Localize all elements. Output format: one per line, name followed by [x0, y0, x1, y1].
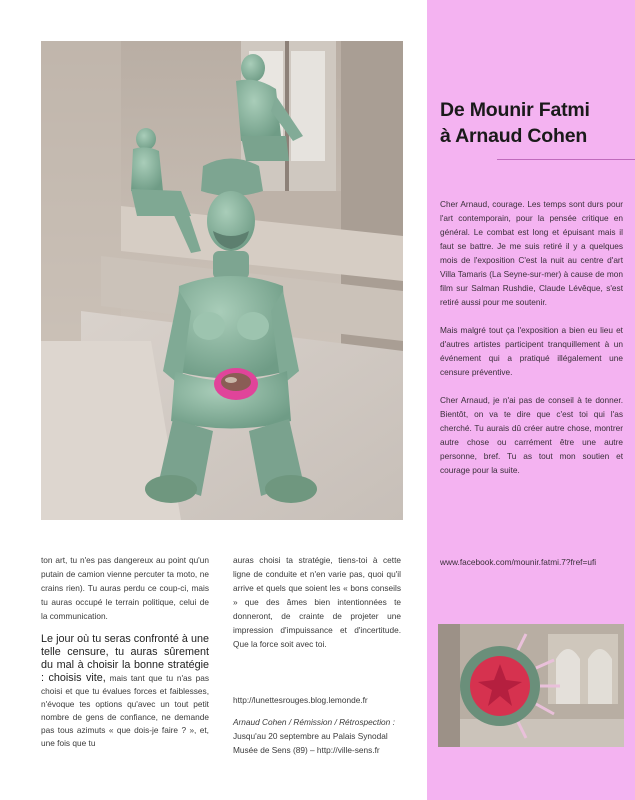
- title-underline: [497, 159, 635, 160]
- title-line-2: à Arnaud Cohen: [440, 125, 588, 147]
- installation-thumbnail: [438, 624, 624, 747]
- installation-illustration: [438, 624, 624, 747]
- article-column-2: [233, 553, 401, 757]
- credits-venue: Musée de Sens (89) – http://ville-sens.fr: [233, 745, 380, 755]
- sidebar-paragraph: Cher Arnaud, courage. Les temps sont durs pour l'art contemporain, pour la pensée critique en général. Le combat est long et épuisant mais il faut se battre. Je me suis retiré il y a quelques mois de l'exposition C'est la nuit au centre d'art Villa Tamaris (La Seyne-sur-mer) à cause de mon film sur Salman Rushdie, Claude Lévêque, s'est retiré aussi pour me soutenir.: [440, 199, 623, 307]
- lead-paragraph: [41, 633, 209, 750]
- body-paragraph: auras choisi ta stratégie, tiens-toi à cette ligne de conduite et n'en varie pas, quoi qu'il arrive et quels que soient les « bons conseils » que des âmes bien intentionnées te donneront, de crainte de projeter une impression d'impuissance et d'incertitude. Que la force soit avec toi.: [233, 555, 401, 649]
- lead-text: Le jour où tu seras confronté à une telle censure, tu auras sûrement du mal à choisir la bonne stratégie : choisis vite,: [41, 633, 209, 684]
- lead-tail-text: mais tant que tu n'as pas choisi et que tu évalues forces et faiblesses, n'évoque tes options qu'avec un tout petit nombre de gens de confiance, ne demande pas tous azimuts « que dois-je faire ? », et, une fois que tu: [41, 673, 209, 748]
- statue-photo-illustration: [41, 41, 403, 520]
- sidebar-paragraph: Cher Arnaud, je n'ai pas de conseil à te donner. Bientôt, on va te dire que c'est toi qui l'as cherché. Tu aurais dû créer autre chose, montrer autre chose ou carrément être une autre personne, bref. Tu as tout mon soutien et courage pour la suite.: [440, 395, 623, 475]
- sidebar-paragraph: Mais malgré tout ça l'exposition a bien eu lieu et d'autres artistes participent tranquillement à un événement qui a pratiqué illégalement une censure préventive.: [440, 325, 623, 377]
- main-photo: [41, 41, 403, 520]
- credits: [233, 715, 401, 757]
- article-title: [440, 97, 630, 149]
- blog-link[interactable]: http://lunettesrouges.blog.lemonde.fr: [233, 695, 368, 705]
- article-column-1: [41, 553, 209, 750]
- credits-title: Arnaud Cohen / Rémission / Rétrospection :: [233, 717, 395, 727]
- sidebar-letter: [440, 197, 623, 491]
- credits-dates: Jusqu'au 20 septembre au Palais Synodal: [233, 731, 388, 741]
- facebook-link[interactable]: www.facebook.com/mounir.fatmi.7?fref=ufi: [440, 557, 597, 567]
- title-line-1: De Mounir Fatmi: [440, 99, 590, 121]
- body-paragraph: ton art, tu n'es pas dangereux au point qu'un putain de camion vienne percuter ta moto, ne crains rien). Tu auras perdu ce coup-ci, mais tu auras occupé le terrain politique, celui de la communication.: [41, 555, 209, 621]
